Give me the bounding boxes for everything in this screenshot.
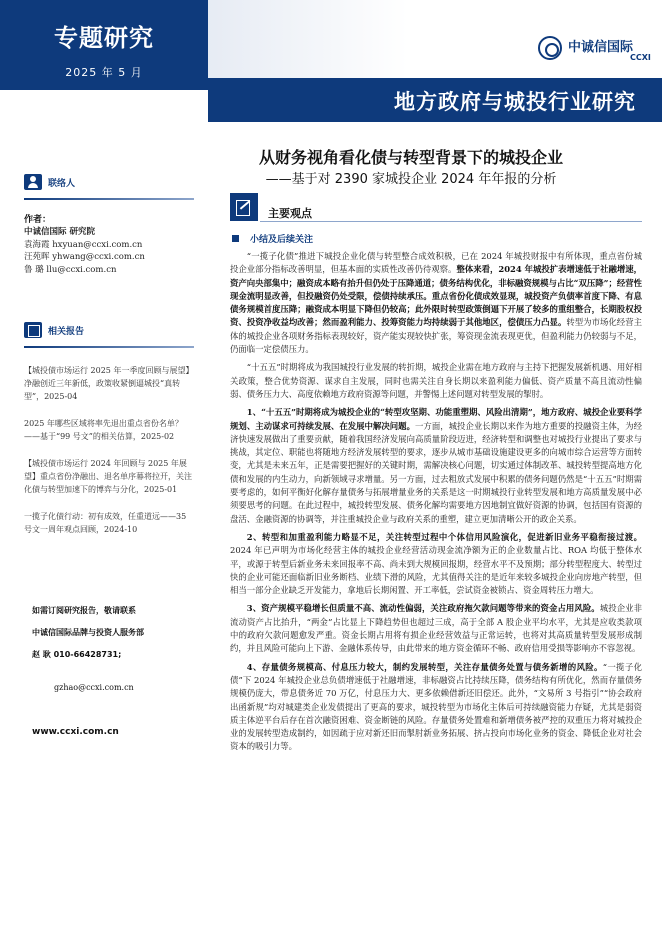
bullet-square-icon [232, 235, 239, 242]
key-points-header [230, 190, 642, 236]
emphasis-text: 整体来看，2024 年城投扩表增速低于社融增速，资产向央部集中；融资成本略有抬升但仍处于压降通道；债务结构优化，非标融资规模与占比“双压降”；经营性现金流明显改善，但投融资仍处受限，偿债持续承压。重点省份化债成效显现，城投资产负债率首度下降、有息债务规模首度压降；融资成本明显下降但仍较高；此外限时转型政策倒逼下开展了较多的重组整合，长期股权投资、投资净收益均改善；然而盈利能力、投筹资能力均持续弱于其他地区，偿债压力凸显。 [230, 264, 642, 328]
subscribe-contact [32, 603, 202, 740]
author-line: 鲁 璐 llu@ccxi.com.cn [24, 264, 117, 275]
emphasis-text: 3、资产规模平稳增长但质量不高、流动性偏弱，关注政府拖欠款问题等带来的资金占用风险。 [246, 603, 600, 614]
author-org: 中诚信国际 研究院 [24, 227, 95, 237]
body-text: 转型为市场化经营主体的城投企业各项财务指标表现较好，资产能实现较快扩张，筹资现金流表现更优，但盈利能力仍较弱与不足，仍面临一定偿债压力。 [230, 317, 643, 355]
logo-ring-icon [538, 36, 562, 60]
subscribe-line: 中诚信国际品牌与投资人服务部 [32, 628, 144, 637]
sidebar [24, 172, 194, 536]
related-header [24, 320, 194, 344]
report-type: 专题研究 [54, 24, 154, 52]
body-text: 一方面，城投企业长期以来作为地方重要的投融资主体，为经济快速发展做出了重要贡献，随着我国经济发展向高质量阶段迈进，经济转型和调整也对城投行业提出了要求与挑战，其定位、职能也将随地方经济发展转型的要求，逐步从城市基础设施建设更多的向城市综合运营等方面转变，尤其是未来五年，正是需要把握好的关键时期，需解决核心问题，切实通过体制改革、城投转型提高地方化债和发展的内生动力，向新领域寻求增量。另一方面，过去粗放式发展中积累的债务问题仍然是“十五五”时期需要考虑的，如何平衡好化解存量债务与拓展增量业务的关系是这一时期城投行业转型发展和地方高质量发展中必须要思考的问题。在此过程中，城投转型发展、债务化解均需要地方因地制宜做好资源的协调，包括国有资源的盘活、金融资源的协调等，并注重城投企业与政府关系的重塑，建立更加清晰公开的政企关系。 [230, 420, 643, 524]
summary-header [230, 232, 642, 250]
emphasis-text: 1、“十五五”时期将成为城投企业的“转型攻坚期、功能重塑期、风险出清期”，地方政府、城投企业要科学规划、主动谋求可持续发展、在发展中解决问题。 [230, 407, 642, 431]
logo-text-en: CCXI [630, 53, 651, 62]
divider [260, 221, 642, 222]
contact-email[interactable]: gzhao@ccxi.com.cn [54, 683, 134, 692]
subscribe-line: 如需订阅研究报告，敬请联系 [32, 606, 136, 615]
body-paragraph [230, 602, 642, 655]
summary-label: 小结及后续关注 [250, 235, 314, 245]
main-content [230, 190, 642, 759]
body-text: 城投企业非流动资产占比抬升，“两金”占比显上下降趋势但也超过三成，高于全部 A 股企业平均水平，尤其是应收类款项中的政府欠款问题愈发严重。资金长期占用将有损企业经营效益与正常运转，也将对其高质量转型发展形成制约，并且风险可能向上下游、金融体系传导，由此带来的地方资金循环不畅、政府信用受损等影响亦不容忽视。 [230, 603, 642, 654]
body-text: 2024 年已声明为市场化经营主体的城投企业经营活动现金流净额为正的企业数量占比、ROA 均低于整体水平，或源于转型后新业务未来回报率不高、尚未到大规模回报期，经营水平不及预期；部分转型程度大、转型过快的企业可能还面临新旧业务断档、业绩下滑的风险，尤其值得关注的是近年来较多城投企业向房地产转型，但相当一部分企业缺乏开发能力，拿地后长期闲置、开工率低，尝试资金被锁占、资金周转压力增大。 [230, 545, 642, 596]
header-decoration [208, 0, 408, 78]
body-paragraph [230, 250, 642, 356]
related-report-link[interactable]: 【城投债市场运行 2025 年一季度回顾与展望】净融创近三年新低，政策收紧倒逼城投“真转型”，2025-04 [24, 366, 194, 401]
contacts-label: 联络人 [48, 179, 76, 189]
header-band [208, 78, 662, 122]
pen-icon [230, 193, 258, 221]
report-subtitle: ——基于对 2390 家城投企业 2024 年年报的分析 [265, 172, 557, 187]
related-report-link[interactable]: 2025 年哪些区域将率先退出重点省份名单？——基于“99 号文”的相关估算，2025-02 [24, 419, 183, 441]
key-points-body [230, 250, 642, 754]
website-link[interactable]: www.ccxi.com.cn [32, 727, 119, 737]
related-report-link[interactable]: 一揽子化债行动：初有成效，任重道远——35 号文一周年观点回顾，2024-10 [24, 512, 187, 534]
body-paragraph [230, 531, 642, 597]
contacts-header [24, 172, 194, 196]
body-paragraph [230, 661, 642, 754]
logo-text-cn: 中诚信国际 [568, 40, 634, 55]
company-logo [530, 34, 660, 64]
body-paragraph [230, 361, 642, 401]
report-title: 从财务视角看化债与转型背景下的城投企业 [258, 148, 563, 167]
related-report-link[interactable]: 【城投债市场运行 2024 年回顾与 2025 年展望】重点省份净融出、退名单序幕将拉开，关注化债与转型加速下的博弈与分化，2025-01 [24, 459, 192, 494]
body-paragraph [230, 406, 642, 526]
author-line: 袁海霞 hxyuan@ccxi.com.cn [24, 239, 143, 250]
document-icon [24, 322, 42, 338]
body-text: “一揽子化债”推进下城投企业化债与转型整合成效积极，已在 2024 年城投财报中有所体现，重点省份城投企业部分指标改善明显，但基本面的实质性改善仍待观察。 [230, 251, 642, 275]
report-date: 2025 年 5 月 [65, 66, 143, 79]
divider [24, 346, 194, 348]
authors-heading: 作者： [24, 215, 52, 225]
subscribe-line: 赵 耿 010-66428731; [32, 650, 122, 659]
body-text: “十五五”时期将成为我国城投行业发展的转折期，城投企业需在地方政府与主持下把握发展新机遇、用好相关政策，整合优势资源、谋求自主发展，同时也需关注自身长期以来盈利能力偏低、资产质量不高且流动性偏弱、债务压力大、高度依赖地方政府资源等问题，并警惕上述问题对转型发展的掣肘。 [230, 362, 642, 399]
person-icon [24, 174, 42, 190]
key-points-label: 主要观点 [268, 207, 312, 220]
report-type-banner [0, 0, 208, 90]
author-line: 汪苑晖 yhwang@ccxi.com.cn [24, 252, 145, 262]
body-text: “一揽子化债”下 2024 年城投企业总负债增速低于社融增速，非标融资占比持续压降，债务结构有所优化，然而存量债务规模仍庞大，带息债务近 70 万亿，付息压力大、更多依赖借新还旧偿还。此外，“文易所 3 号指引”“协会政府出函新规”均对城建类企业发债提出了更高的要求，城投转型为市场化主体后可持续融资能力存疑，尤其是弱资质主体逆平台后存在首次融资困难、资金断链的风险。存量债务处置难和新增债务被严控的双重压力将对城投企业的发展转型造成制约，如因疏于应对新还旧而掣肘新业务拓展、挤占投向市场化业务的资金、降低企业对社会资本的吸引力等。 [230, 661, 643, 752]
emphasis-text: 4、存量债务规模高、付息压力较大，制约发展转型，关注存量债务处置与债务新增的风险。 [246, 661, 603, 672]
divider [24, 198, 194, 200]
related-label: 相关报告 [48, 327, 85, 337]
band-title: 地方政府与城投行业研究 [394, 90, 636, 114]
emphasis-text: 2、转型和加重盈利能力略显不足，关注转型过程中个体信用风险演化，促进新旧业务平稳衔接过渡。 [246, 531, 642, 542]
